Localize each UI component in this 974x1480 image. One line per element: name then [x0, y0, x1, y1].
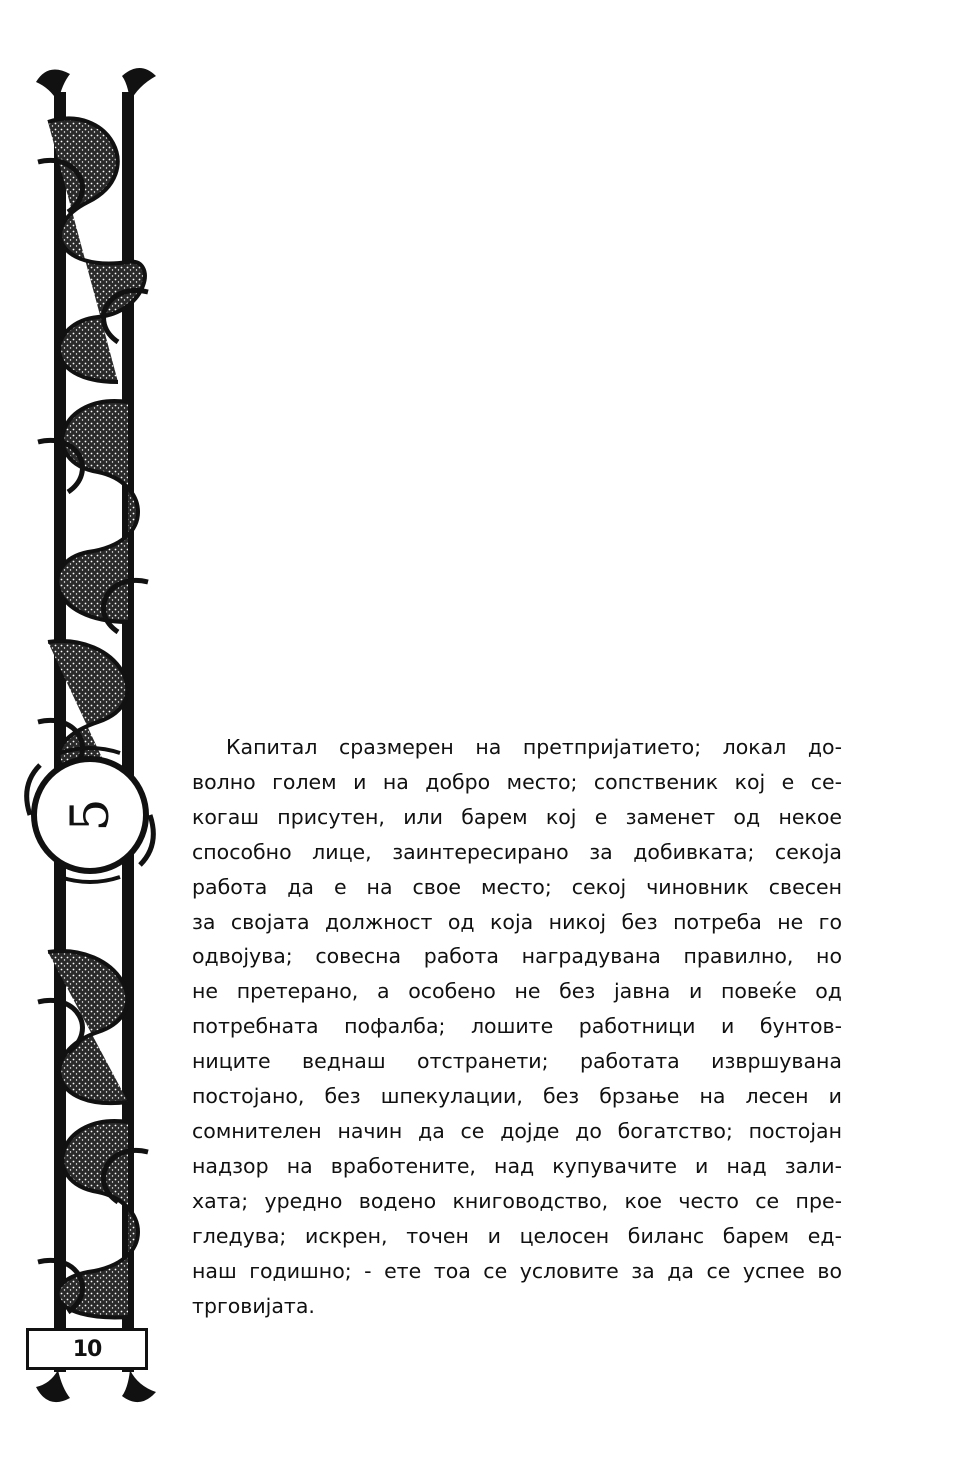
text-line: потребната пофалба; лошите работници и бунтов-	[192, 1014, 842, 1039]
text-line: способно лице, заинтересирано за добивката; секоја	[192, 839, 842, 864]
text-line: одвојува; совесна работа наградувана правилно, но	[192, 944, 842, 969]
text-line: сомнителен начин да се дојде до богатство; постојан	[192, 1118, 842, 1143]
text-line: надзор на вработените, над купувачите и над зали-	[192, 1153, 842, 1178]
text-line: наш годишно; - ете тоа се условите за да се успее во	[192, 1258, 842, 1283]
text-line: работа да е на свое место; секој чиновник свесен	[192, 874, 842, 899]
text-line: ниците веднаш отстранети; работата извршувана	[192, 1049, 842, 1074]
text-line: за својата должност од која никој без потреба не го	[192, 909, 842, 934]
text-line: Капитал сразмерен на претпријатието; локал до-	[226, 735, 842, 759]
text-line: хата; уредно водено книговодство, кое често се пре-	[192, 1188, 842, 1213]
text-line: трговијата.	[192, 1293, 315, 1318]
text-line: волно голем и на добро место; сопственик кој е се-	[192, 769, 842, 794]
chapter-number: 5	[61, 798, 121, 832]
text-line: гледува; искрен, точен и целосен биланс барем ед-	[192, 1223, 842, 1248]
page-number: 10	[26, 1328, 148, 1370]
text-line: не претерано, а особено не без јавна и повеќе од	[192, 979, 842, 1004]
text-line: постојано, без шпекулации, без брзање на лесен и	[192, 1084, 842, 1109]
body-paragraph	[192, 730, 842, 1323]
decorative-border-ornament	[18, 62, 168, 1412]
text-line: когаш присутен, или барем кој е заменет од некое	[192, 804, 842, 829]
